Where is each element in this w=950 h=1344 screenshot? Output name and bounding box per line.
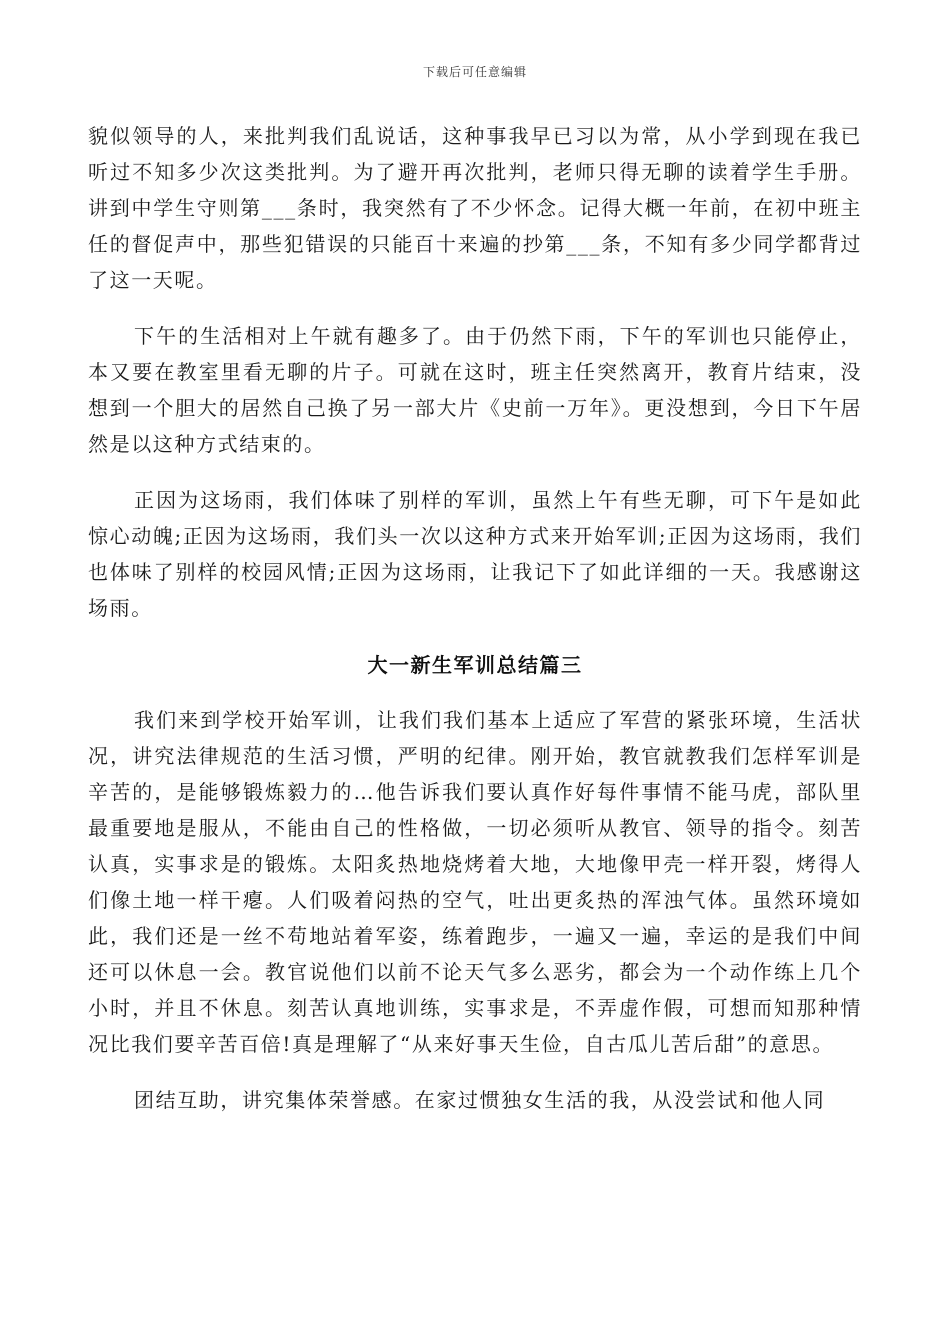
paragraph-4: 我们来到学校开始军训，让我们我们基本上适应了军营的紧张环境，生活状况，讲究法律规范的生活习惯，严明的纪律。刚开始，教官就教我们怎样军训是辛苦的，是能够锻炼毅力的…他告诉我们要认真作好每件事情不能马虎，部队里最重要地是服从，不能由自己的性格做，一切必须听从教官、领导的指令。刻苦认真，实事求是的锻炼。太阳炙热地烧烤着大地，大地像甲壳一样开裂，烤得人们像土地一样干瘪。人们吸着闷热的空气，吐出更炙热的浑浊气体。虽然环境如此，我们还是一丝不苟地站着军姿，练着跑步，一遍又一遍，幸运的是我们中间还可以休息一会。教官说他们以前不论天气多么恶劣，都会为一个动作练上几个小时，并且不休息。刻苦认真地训练，实事求是，不弄虚作假，可想而知那种情况比我们要辛苦百倍!真是理解了“从来好事天生俭，自古瓜儿苦后甜”的意思。	[88, 708, 862, 1056]
paragraph-2: 下午的生活相对上午就有趣多了。由于仍然下雨，下午的军训也只能停止，本又要在教室里看无聊的片子。可就在这时，班主任突然离开，教育片结束，没想到一个胆大的居然自己换了另一部大片《史前一万年》。更没想到，今日下午居然是以这种方式结束的。	[88, 324, 862, 456]
page-header: 下载后可任意编辑	[422, 65, 527, 79]
paragraph-3: 正因为这场雨，我们体味了别样的军训，虽然上午有些无聊，可下午是如此惊心动魄;正因为这场雨，我们头一次以这种方式来开始军训;正因为这场雨，我们也体味了别样的校园风情;正因为这场雨，让我记下了如此详细的一天。我感谢这场雨。	[88, 488, 862, 620]
section-title: 大一新生军训总结篇三	[367, 653, 583, 677]
paragraph-1: 貌似领导的人，来批判我们乱说话，这种事我早已习以为常，从小学到现在我已听过不知多少次这类批判。为了避开再次批判，老师只得无聊的读着学生手册。讲到中学生守则第___条时，我突然有了不少怀念。记得大概一年前，在初中班主任的督促声中，那些犯错误的只能百十来遍的抄第___条，不知有多少同学都背过了这一天呢。	[88, 124, 862, 292]
paragraph-5: 团结互助，讲究集体荣誉感。在家过惯独女生活的我，从没尝试和他人同	[134, 1088, 826, 1112]
document-body	[88, 118, 862, 1118]
